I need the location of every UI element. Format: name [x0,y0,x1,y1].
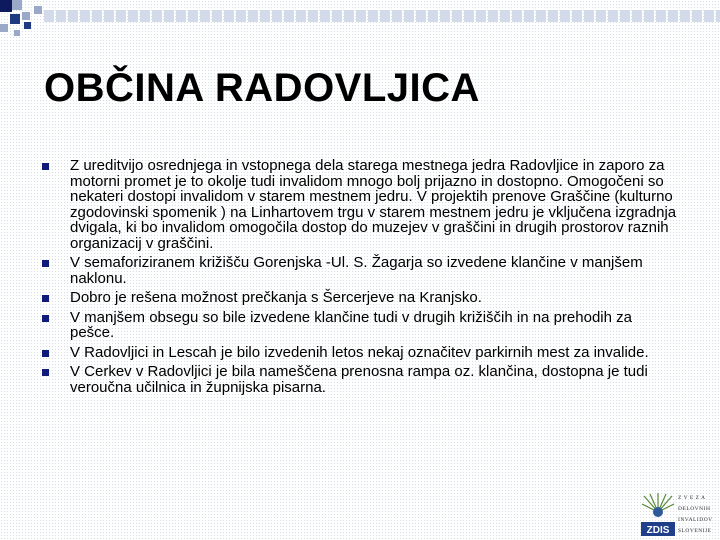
header-band-tile [344,10,354,22]
header-band-tile [536,10,546,22]
bullet-text: V manjšem obsegu so bile izvedene klančine tudi v drugih križiščih in na prehodih za pešce. [70,308,632,341]
header-band-tile [104,10,114,22]
header-band-tile [236,10,246,22]
header-band-tile [164,10,174,22]
header-band-tile [188,10,198,22]
header-band-tile [464,10,474,22]
bullet-text: Z ureditvijo osrednjega in vstopnega dela starega mestnega jedra Radovljice in zaporo za motorni promet je to okolje tudi invalidom mnogo bolj prijazno in dostopno. Omogočeni so nekateri dostopi invalidom v starem mestnem jedru. V projektih prenove Graščine (kulturno zgodovinski spomenik ) na Linhartovem trgu v starem mestnem jedru je vključena izgradnja dvigala, ki bo invalidom omogočila dostop do muzejev v graščini in drugih prostorov raznih organizacij v graščini. [70,157,677,252]
corner-square [34,6,42,14]
bullet-text: V semaforiziranem križišču Gorenjska -Ul. S. Žagarja so izvedene klančine v manjšem naklonu. [70,254,643,287]
header-band-tile [644,10,654,22]
header-band-tile [260,10,270,22]
corner-square [14,30,20,36]
zdis-logo-icon [640,492,676,538]
corner-square [0,0,12,12]
header-band-tile [212,10,222,22]
header-band-tile [272,10,282,22]
header-band-tile [332,10,342,22]
header-band-tile [416,10,426,22]
bullet-item [40,364,680,395]
header-band-tile [320,10,330,22]
header-band-tile [572,10,582,22]
header-band-tile [380,10,390,22]
header-band-tile [608,10,618,22]
header-band-tile [560,10,570,22]
header-band-tile [80,10,90,22]
logo-line-1: Z V E Z A [678,495,706,501]
header-band-tile [404,10,414,22]
header-band-tile [116,10,126,22]
corner-square [0,24,8,32]
slide-title: OBČINA RADOVLJICA [44,66,480,110]
header-band-tile [308,10,318,22]
header-band-tile [716,10,720,22]
header-band-tile [392,10,402,22]
square-bullet-icon [42,350,49,357]
bullet-text: Dobro je rešena možnost prečkanja s Šercerjeve na Kranjsko. [70,289,482,306]
header-band-tile [128,10,138,22]
header-band-tile [500,10,510,22]
header-band-tile [668,10,678,22]
header-band-tile [284,10,294,22]
header-band-tile [356,10,366,22]
bullet-list [40,158,680,395]
bullet-text: V Radovljici in Lescah je bilo izvedenih letos nekaj označitev parkirnih mest za invalide. [70,343,649,361]
header-band-tile [680,10,690,22]
header-band-tile [152,10,162,22]
bullet-text: V Cerkev v Radovljici je bila nameščena prenosna rampa oz. klančina, dostopna je tudi veroučna učilnica in župnijska pisarna. [70,363,648,396]
corner-square [10,14,20,24]
header-band-tile [176,10,186,22]
header-band-tile [704,10,714,22]
bullet-item [40,290,680,306]
header-band-tile [224,10,234,22]
header-band-tile [476,10,486,22]
header-band-tile [92,10,102,22]
header-band-tile [68,10,78,22]
logo-line-3: INVALIDOV [678,517,713,523]
zdis-logo [640,492,718,538]
corner-square [24,22,31,29]
header-band-tile [596,10,606,22]
header-band-tile [524,10,534,22]
header-band-tile [428,10,438,22]
header-band-tile [548,10,558,22]
corner-square [22,12,30,20]
bullet-item [40,310,680,341]
header-band-tile [584,10,594,22]
header-band-tile [452,10,462,22]
corner-decoration [0,0,720,40]
header-band-tile [632,10,642,22]
header-band-tile [692,10,702,22]
header-band-tile [368,10,378,22]
square-bullet-icon [42,315,49,322]
logo-mark-text: ZDIS [646,525,670,536]
square-bullet-icon [42,295,49,302]
header-band-tile [296,10,306,22]
bullet-item [40,345,680,361]
corner-square [12,0,22,10]
square-bullet-icon [42,163,49,170]
square-bullet-icon [42,369,49,376]
header-band-tile [620,10,630,22]
header-band-tile [140,10,150,22]
header-band-tile [44,10,54,22]
header-band-tile [488,10,498,22]
logo-line-4: SLOVENIJE [678,528,712,534]
bullet-item [40,255,680,286]
bullet-item [40,158,680,251]
header-band-tile [656,10,666,22]
header-band-tile [512,10,522,22]
header-band-tile [248,10,258,22]
header-band-tile [200,10,210,22]
logo-line-2: DELOVNIH [678,506,711,512]
square-bullet-icon [42,260,49,267]
header-band-tile [440,10,450,22]
header-band-tile [56,10,66,22]
